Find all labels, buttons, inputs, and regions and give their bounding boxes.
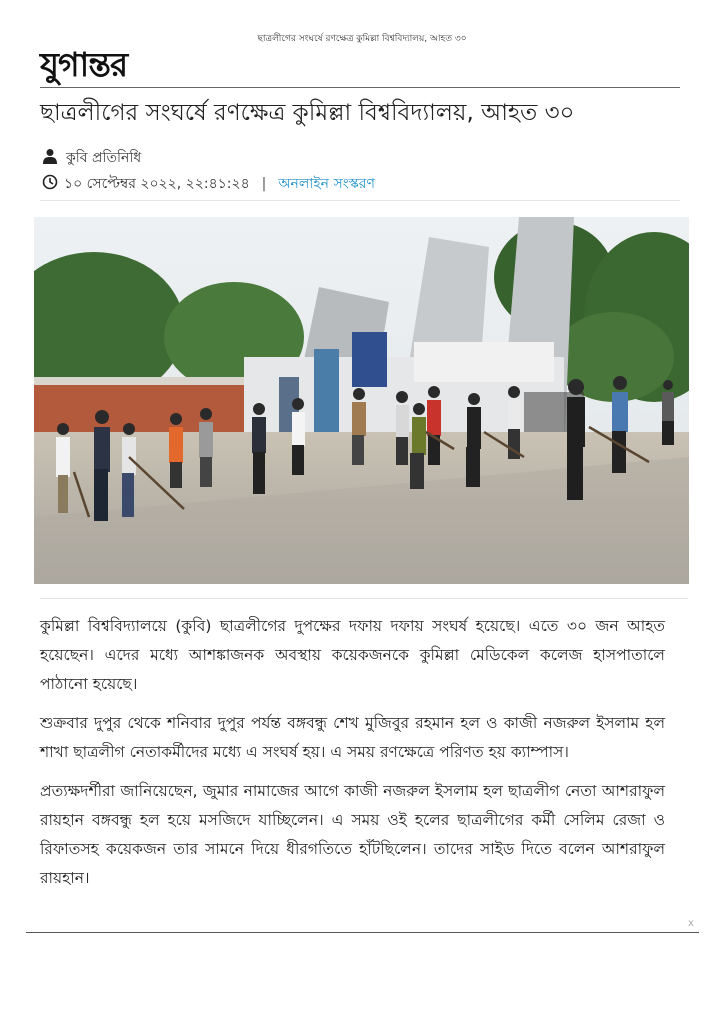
- clock-icon: [42, 174, 58, 194]
- edition-link[interactable]: অনলাইন সংস্করণ: [278, 176, 375, 192]
- footer-divider: [26, 932, 699, 933]
- dateline: [42, 172, 375, 196]
- article-headline: ছাত্রলীগের সংঘর্ষে রণক্ষেত্র কুমিল্লা বিশ্ববিদ্যালয়, আহত ৩০: [40, 100, 575, 126]
- publish-date: ১০ সেপ্টেম্বর ২০২২, ২২:৪১:২৪: [64, 176, 250, 192]
- article-paragraph: শুক্রবার দুপুর থেকে শনিবার দুপুর পর্যন্ত বঙ্গবন্ধু শেখ মুজিবুর রহমান হল ও কাজী নজরুল ইসলাম হল শাখা ছাত্রলীগ নেতাকর্মীদের মধ্যে এ সংঘর্ষ হয়। এ সময় রণক্ষেত্রে পরিণত হয় ক্যাম্পাস।: [40, 714, 665, 761]
- author-line: [42, 146, 141, 170]
- article-paragraph: প্রত্যক্ষদর্শীরা জানিয়েছেন, জুমার নামাজের আগে কাজী নজরুল ইসলাম হল ছাত্রলীগ নেতা আশরাফুল রায়হান বঙ্গবন্ধু হল হয়ে মসজিদে যাচ্ছিলেন। এ সময় ওই হলের ছাত্রলীগের কর্মী সেলিম রেজা ও রিফাতসহ কয়েকজন তার সামনে দিয়ে ধীরগতিতে হাঁটছিলেন। তাদের সাইড দিতে বলেন আশরাফুল রায়হান।: [40, 782, 665, 887]
- person-icon: [42, 148, 58, 168]
- close-icon[interactable]: x: [688, 918, 694, 929]
- article-photo: [34, 217, 689, 584]
- page-header-title: ছাত্রলীগের সংঘর্ষে রণক্ষেত্র কুমিল্লা বিশ্ববিদ্যালয়, আহত ৩০: [257, 34, 467, 44]
- meta-divider: [40, 200, 680, 201]
- article-paragraph: কুমিল্লা বিশ্ববিদ্যালয়ে (কুবি) ছাত্রলীগের দুপক্ষের দফায় দফায় সংঘর্ষ হয়েছে। এতে ৩০ জন আহত হয়েছেন। এদের মধ্যে আশঙ্কাজনক অবস্থায় কয়েকজনকে কুমিল্লা মেডিকেল কলেজ হাসপাতালে পাঠানো হয়েছে।: [40, 617, 665, 693]
- date-separator: |: [261, 176, 267, 192]
- newspaper-logo[interactable]: যুগান্তর: [40, 45, 128, 84]
- article-body: [40, 612, 665, 903]
- photo-divider: [40, 598, 688, 599]
- author-name: কুবি প্রতিনিধি: [66, 150, 142, 166]
- header-divider: [40, 87, 680, 88]
